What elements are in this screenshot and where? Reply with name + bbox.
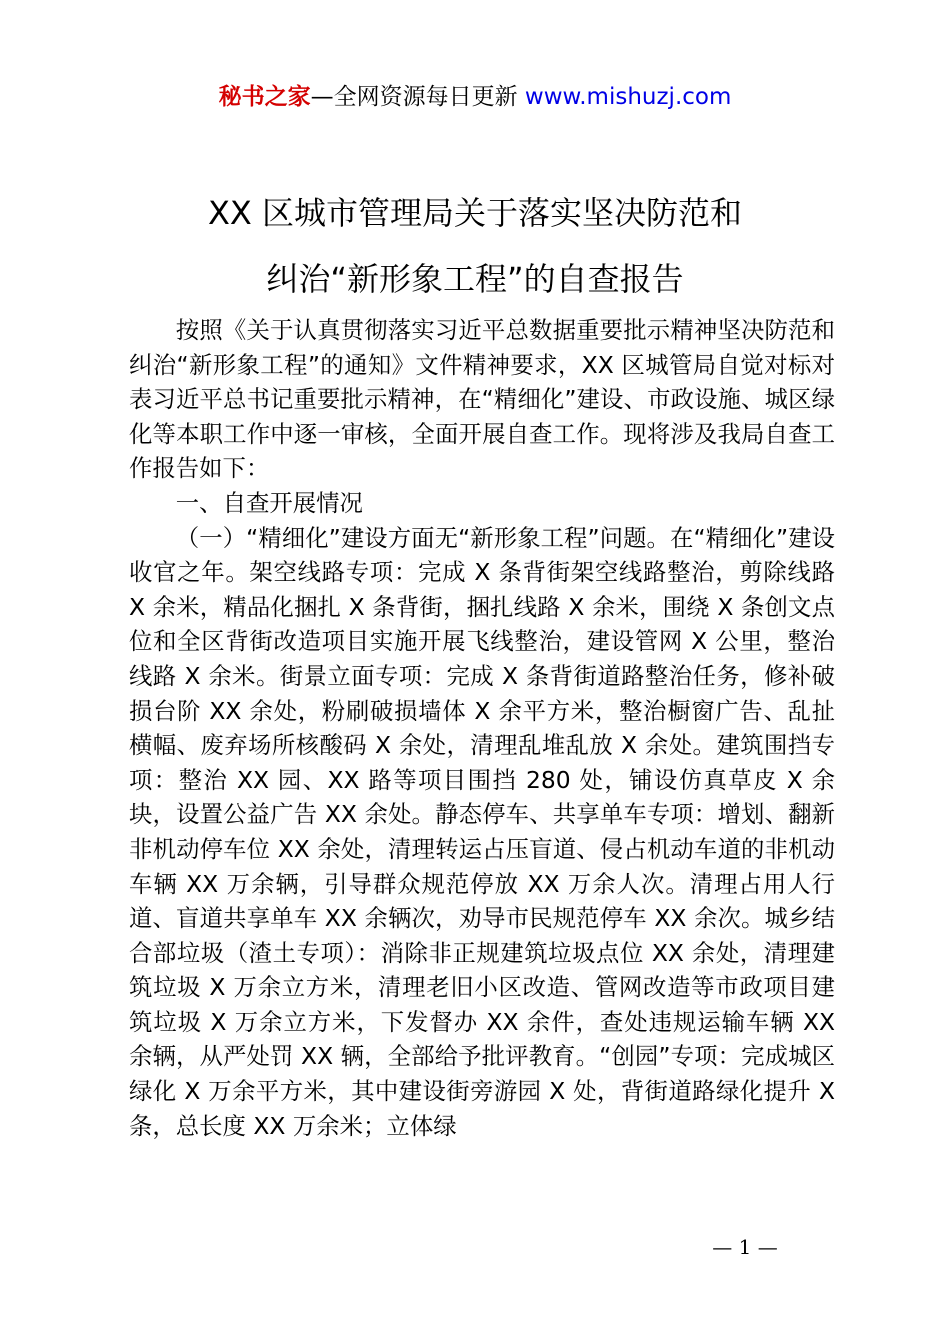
page-number: — 1 — [712, 1235, 778, 1259]
site-tagline: —全网资源每日更新 [310, 84, 525, 110]
site-brand: 秘书之家 [218, 84, 311, 110]
site-header [0, 80, 950, 114]
document-title-line-2: 纠治“新形象工程”的自查报告 [266, 260, 684, 298]
document-body [129, 313, 835, 1143]
intro-paragraph: 按照《关于认真贯彻落实习近平总数据重要批示精神坚决防范和纠治“新形象工程”的通知》文件精神要求，XX 区城管局自觉对标对表习近平总书记重要批示精神，在“精细化”建设、市政设施、城区绿化等本职工作中逐一审核，全面开展自查工作。现将涉及我局自查工作报告如下： [129, 316, 835, 483]
document-title-line-1: XX 区城市管理局关于落实坚决防范和 [207, 194, 743, 232]
body-paragraph: （一）“精细化”建设方面无“新形象工程”问题。在“精细化”建设收官之年。架空线路专项：完成 X 条背街架空线路整治，剪除线路 X 余米，精品化捆扎 X 条背街，捆扎线路 X 余米，围绕 X 条创文点位和全区背街改造项目实施开展飞线整治，建设管网 X 公里，整治线路 X 余米。街景立面专项：完成 X 条背街道路整治任务，修补破损台阶 XX 余处，粉刷破损墙体 X 余平方米，整治橱窗广告、乱扯横幅、废弃场所核酸码 X 余处，清理乱堆乱放 X 余处。建筑围挡专项：整治 XX 园、XX 路等项目围挡 280 处，铺设仿真草皮 X 余块，设置公益广告 XX 余处。静态停车、共享单车专项：增划、翻新非机动停车位 XX 余处，清理转运占压盲道、侵占机动车道的非机动车辆 XX 万余辆，引导群众规范停放 XX 万余人次。清理占用人行道、盲道共享单车 XX 余辆次，劝导市民规范停车 XX 余次。城乡结合部垃圾（渣土专项）：消除非正规建筑垃圾点位 XX 余处，清理建筑垃圾 X 万余立方米，清理老旧小区改造、管网改造等市政项目建筑垃圾 X 万余立方米，下发督办 XX 余件，查处违规运输车辆 XX 余辆，从严处罚 XX 辆，全部给予批评教育。“创园”专项：完成城区绿化 X 万余平方米，其中建设街旁游园 X 处，背街道路绿化提升 X 条，总长度 XX 万余米；立体绿 [129, 523, 835, 1140]
section-heading: 一、自查开展情况 [175, 488, 363, 517]
site-url-link[interactable]: www.mishuzj.com [524, 84, 732, 110]
